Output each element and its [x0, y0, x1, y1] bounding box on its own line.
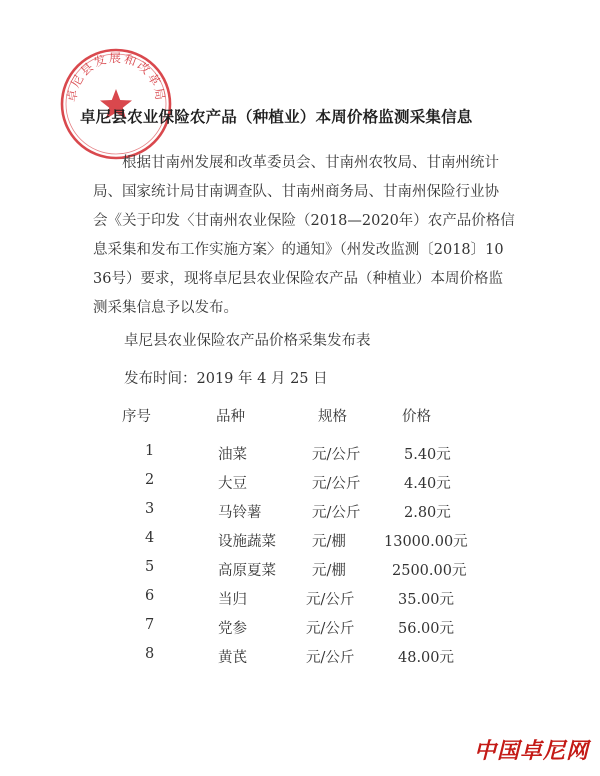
body-line: 局、国家统计局甘南调查队、甘南州商务局、甘南州保险行业协 [93, 184, 499, 200]
body-line: 会《关于印发〈甘南州农业保险（2018—2020年）农产品价格信 [93, 213, 515, 229]
table-row-price: 35.00元 [398, 592, 455, 608]
table-row-index: 4 [145, 530, 155, 546]
table-row-unit: 元/公斤 [312, 476, 361, 492]
header-unit: 规格 [318, 409, 347, 425]
header-price: 价格 [402, 409, 431, 425]
table-row-variety: 高原夏菜 [218, 563, 276, 579]
table-row-index: 8 [145, 646, 155, 662]
table-row-unit: 元/公斤 [306, 621, 355, 637]
header-variety: 品种 [216, 409, 245, 425]
header-index: 序号 [122, 409, 151, 425]
official-seal-stamp [57, 45, 175, 163]
table-row-price: 48.00元 [398, 650, 455, 666]
body-paragraph [93, 149, 515, 323]
table-row-variety: 黄芪 [218, 650, 247, 666]
table-row-unit: 元/棚 [312, 534, 346, 550]
table-row-index: 1 [145, 443, 155, 459]
table-row-unit: 元/公斤 [312, 505, 361, 521]
table-row-variety: 马铃薯 [218, 505, 262, 521]
table-row-index: 2 [145, 472, 155, 488]
table-row-variety: 党参 [218, 621, 247, 637]
body-line: 测采集信息予以发布。 [93, 300, 238, 316]
table-row-variety: 油菜 [218, 447, 247, 463]
seal-text: 卓尼县发展和改革局 [64, 51, 168, 103]
release-time: 发布时间：2019 年 4 月 25 日 [124, 371, 328, 387]
table-row-price: 13000.00元 [384, 534, 468, 550]
table-row-price: 5.40元 [404, 447, 451, 463]
body-line: 息采集和发布工作实施方案〉的通知》（州发改监测〔2018〕10 [93, 242, 504, 258]
table-title: 卓尼县农业保险农产品价格采集发布表 [124, 333, 371, 349]
table-row-index: 3 [145, 501, 155, 517]
table-row-price: 2.80元 [404, 505, 451, 521]
document-title: 卓尼县农业保险农产品（种植业）本周价格监测采集信息 [80, 108, 473, 126]
table-row-price: 2500.00元 [392, 563, 467, 579]
table-row-index: 6 [145, 588, 155, 604]
table-row-variety: 设施蔬菜 [218, 534, 276, 550]
table-row-unit: 元/棚 [312, 563, 346, 579]
table-row-variety: 当归 [218, 592, 247, 608]
table-row-index: 7 [145, 617, 155, 633]
table-row-price: 4.40元 [404, 476, 451, 492]
table-row-unit: 元/公斤 [312, 447, 361, 463]
table-row-index: 5 [145, 559, 155, 575]
site-watermark-logo: 中国卓尼网 [474, 739, 590, 764]
table-row-unit: 元/公斤 [306, 592, 355, 608]
body-line: 36号）要求，现将卓尼县农业保险农产品（种植业）本周价格监 [93, 271, 503, 287]
table-row-unit: 元/公斤 [306, 650, 355, 666]
table-row-price: 56.00元 [398, 621, 455, 637]
body-line: 根据甘南州发展和改革委员会、甘南州农牧局、甘南州统计 [122, 155, 499, 171]
table-row-variety: 大豆 [218, 476, 247, 492]
